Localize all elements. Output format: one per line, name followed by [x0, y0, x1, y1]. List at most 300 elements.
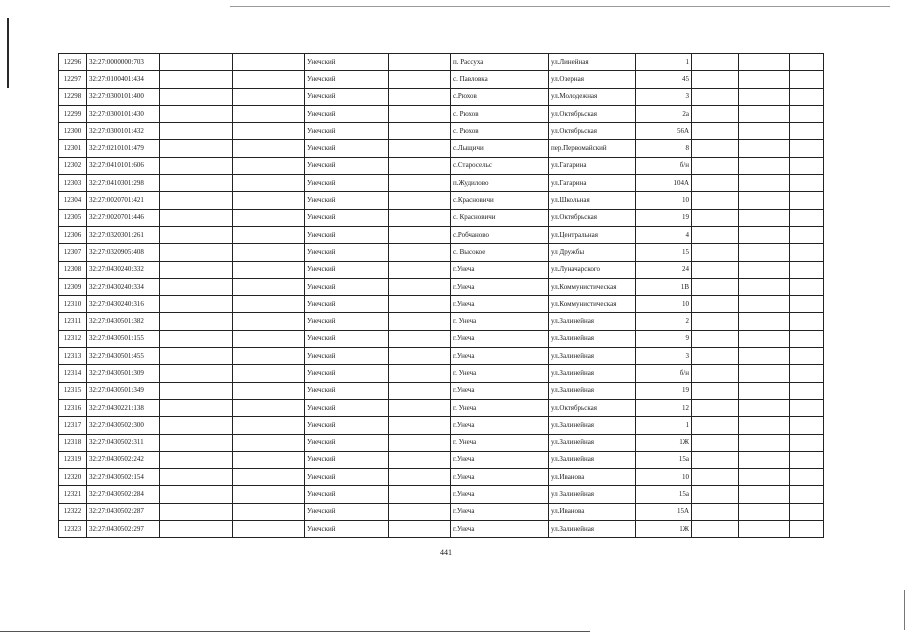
empty-cell [389, 123, 451, 140]
table-row [59, 88, 824, 105]
empty-cell [389, 296, 451, 313]
settlement-cell: г. Унеча [451, 399, 549, 416]
table-row [59, 486, 824, 503]
empty-cell [790, 88, 824, 105]
empty-cell [739, 417, 790, 434]
settlement-cell: с.Рюхов [451, 88, 549, 105]
empty-cell [739, 278, 790, 295]
cadastral-number-cell: 32:27:0430240:316 [87, 296, 160, 313]
row-number-cell: 12321 [59, 486, 87, 503]
empty-cell [790, 278, 824, 295]
street-cell: ул.Молодежная [549, 88, 636, 105]
empty-cell [692, 521, 739, 538]
settlement-cell: п. Рассуха [451, 54, 549, 71]
empty-cell [692, 434, 739, 451]
empty-cell [160, 88, 233, 105]
empty-cell [389, 486, 451, 503]
settlement-cell: с. Павловка [451, 71, 549, 88]
street-cell: ул.Школьная [549, 192, 636, 209]
empty-cell [233, 71, 305, 88]
house-number-cell: 10 [636, 469, 692, 486]
empty-cell [790, 486, 824, 503]
empty-cell [160, 157, 233, 174]
empty-cell [233, 399, 305, 416]
empty-cell [160, 140, 233, 157]
empty-cell [389, 175, 451, 192]
table-row [59, 451, 824, 468]
empty-cell [233, 313, 305, 330]
row-number-cell: 12312 [59, 330, 87, 347]
house-number-cell: 8 [636, 140, 692, 157]
empty-cell [692, 261, 739, 278]
empty-cell [790, 71, 824, 88]
empty-cell [233, 192, 305, 209]
empty-cell [233, 278, 305, 295]
house-number-cell: 15а [636, 451, 692, 468]
empty-cell [692, 123, 739, 140]
empty-cell [160, 192, 233, 209]
street-cell: ул.Иванова [549, 469, 636, 486]
empty-cell [790, 365, 824, 382]
empty-cell [692, 365, 739, 382]
empty-cell [739, 434, 790, 451]
empty-cell [790, 469, 824, 486]
district-cell: Унечский [305, 503, 389, 520]
empty-cell [160, 521, 233, 538]
street-cell: пер.Первомайский [549, 140, 636, 157]
empty-cell [160, 71, 233, 88]
district-cell: Унечский [305, 521, 389, 538]
empty-cell [692, 469, 739, 486]
empty-cell [790, 175, 824, 192]
street-cell: ул.Залинейная [549, 451, 636, 468]
empty-cell [389, 348, 451, 365]
table-row [59, 175, 824, 192]
table-row [59, 434, 824, 451]
settlement-cell: г. Унеча [451, 365, 549, 382]
empty-cell [389, 382, 451, 399]
house-number-cell: 3 [636, 88, 692, 105]
scan-edge-left [7, 18, 9, 88]
cadastral-number-cell: 32:27:0430240:332 [87, 261, 160, 278]
cadastral-number-cell: 32:27:0430501:455 [87, 348, 160, 365]
empty-cell [160, 382, 233, 399]
empty-cell [233, 296, 305, 313]
empty-cell [790, 123, 824, 140]
empty-cell [739, 209, 790, 226]
district-cell: Унечский [305, 434, 389, 451]
street-cell: ул.Центральная [549, 226, 636, 243]
house-number-cell: 4 [636, 226, 692, 243]
district-cell: Унечский [305, 105, 389, 122]
empty-cell [790, 296, 824, 313]
street-cell: ул.Коммунистическая [549, 296, 636, 313]
empty-cell [233, 469, 305, 486]
district-cell: Унечский [305, 313, 389, 330]
table-row [59, 365, 824, 382]
empty-cell [389, 451, 451, 468]
empty-cell [160, 486, 233, 503]
street-cell: ул.Гагарина [549, 157, 636, 174]
empty-cell [389, 434, 451, 451]
street-cell: ул.Залинейная [549, 417, 636, 434]
cadastral-number-cell: 32:27:0410101:606 [87, 157, 160, 174]
empty-cell [233, 54, 305, 71]
empty-cell [233, 175, 305, 192]
empty-cell [692, 503, 739, 520]
table-row [59, 244, 824, 261]
empty-cell [160, 330, 233, 347]
empty-cell [389, 88, 451, 105]
empty-cell [739, 313, 790, 330]
scan-edge-bottom [0, 631, 590, 632]
empty-cell [389, 140, 451, 157]
table-row [59, 226, 824, 243]
table-row [59, 417, 824, 434]
cadastral-number-cell: 32:27:0300101:400 [87, 88, 160, 105]
empty-cell [692, 417, 739, 434]
empty-cell [692, 175, 739, 192]
street-cell: ул.Залинейная [549, 365, 636, 382]
settlement-cell: г.Унеча [451, 469, 549, 486]
house-number-cell: 2а [636, 105, 692, 122]
empty-cell [389, 71, 451, 88]
table-row [59, 521, 824, 538]
empty-cell [790, 521, 824, 538]
street-cell: ул.Залинейная [549, 313, 636, 330]
empty-cell [389, 157, 451, 174]
empty-cell [790, 54, 824, 71]
cadastral-number-cell: 32:27:0300101:432 [87, 123, 160, 140]
empty-cell [160, 296, 233, 313]
street-cell: ул.Луначарского [549, 261, 636, 278]
registry-table [58, 53, 824, 538]
district-cell: Унечский [305, 261, 389, 278]
empty-cell [739, 54, 790, 71]
cadastral-number-cell: 32:27:0430501:349 [87, 382, 160, 399]
street-cell: ул Залинейная [549, 486, 636, 503]
empty-cell [389, 469, 451, 486]
empty-cell [160, 54, 233, 71]
empty-cell [739, 399, 790, 416]
empty-cell [739, 71, 790, 88]
district-cell: Унечский [305, 175, 389, 192]
table-row [59, 330, 824, 347]
empty-cell [739, 451, 790, 468]
empty-cell [692, 486, 739, 503]
house-number-cell: б/н [636, 365, 692, 382]
empty-cell [233, 123, 305, 140]
cadastral-number-cell: 32:27:0320905:408 [87, 244, 160, 261]
house-number-cell: 56А [636, 123, 692, 140]
house-number-cell: 1В [636, 278, 692, 295]
settlement-cell: г.Унеча [451, 486, 549, 503]
district-cell: Унечский [305, 296, 389, 313]
empty-cell [233, 209, 305, 226]
cadastral-number-cell: 32:27:0430501:155 [87, 330, 160, 347]
district-cell: Унечский [305, 226, 389, 243]
settlement-cell: г.Унеча [451, 451, 549, 468]
district-cell: Унечский [305, 192, 389, 209]
empty-cell [739, 226, 790, 243]
empty-cell [389, 226, 451, 243]
empty-cell [160, 226, 233, 243]
settlement-cell: с. Рюхов [451, 105, 549, 122]
district-cell: Унечский [305, 348, 389, 365]
row-number-cell: 12306 [59, 226, 87, 243]
district-cell: Унечский [305, 399, 389, 416]
empty-cell [389, 54, 451, 71]
cadastral-number-cell: 32:27:0020701:421 [87, 192, 160, 209]
table-row [59, 105, 824, 122]
empty-cell [233, 88, 305, 105]
house-number-cell: б/н [636, 157, 692, 174]
empty-cell [160, 434, 233, 451]
page-number: 441 [440, 548, 452, 557]
row-number-cell: 12304 [59, 192, 87, 209]
district-cell: Унечский [305, 71, 389, 88]
empty-cell [389, 278, 451, 295]
table-row [59, 278, 824, 295]
empty-cell [739, 261, 790, 278]
settlement-cell: г.Унеча [451, 348, 549, 365]
settlement-cell: с.Старосельс [451, 157, 549, 174]
empty-cell [233, 105, 305, 122]
table-row [59, 469, 824, 486]
cadastral-number-cell: 32:27:0000000:703 [87, 54, 160, 71]
settlement-cell: г.Унеча [451, 278, 549, 295]
empty-cell [389, 399, 451, 416]
row-number-cell: 12301 [59, 140, 87, 157]
empty-cell [233, 244, 305, 261]
empty-cell [790, 330, 824, 347]
empty-cell [160, 399, 233, 416]
empty-cell [233, 434, 305, 451]
street-cell: ул Дружбы [549, 244, 636, 261]
empty-cell [389, 417, 451, 434]
table-row [59, 503, 824, 520]
empty-cell [790, 209, 824, 226]
house-number-cell: 104А [636, 175, 692, 192]
empty-cell [692, 226, 739, 243]
table-row [59, 71, 824, 88]
empty-cell [233, 261, 305, 278]
empty-cell [739, 486, 790, 503]
empty-cell [160, 417, 233, 434]
row-number-cell: 12313 [59, 348, 87, 365]
district-cell: Унечский [305, 140, 389, 157]
cadastral-number-cell: 32:27:0410301:298 [87, 175, 160, 192]
empty-cell [739, 157, 790, 174]
empty-cell [790, 348, 824, 365]
empty-cell [160, 123, 233, 140]
settlement-cell: г. Унеча [451, 434, 549, 451]
cadastral-number-cell: 32:27:0430502:311 [87, 434, 160, 451]
empty-cell [233, 140, 305, 157]
empty-cell [233, 451, 305, 468]
empty-cell [692, 313, 739, 330]
house-number-cell: 9 [636, 330, 692, 347]
table-row [59, 192, 824, 209]
empty-cell [233, 157, 305, 174]
cadastral-number-cell: 32:27:0430502:300 [87, 417, 160, 434]
row-number-cell: 12311 [59, 313, 87, 330]
empty-cell [790, 105, 824, 122]
house-number-cell: 1Ж [636, 521, 692, 538]
house-number-cell: 1Ж [636, 434, 692, 451]
empty-cell [739, 175, 790, 192]
district-cell: Унечский [305, 244, 389, 261]
empty-cell [233, 348, 305, 365]
settlement-cell: с. Высокое [451, 244, 549, 261]
house-number-cell: 10 [636, 192, 692, 209]
empty-cell [739, 365, 790, 382]
empty-cell [389, 261, 451, 278]
settlement-cell: с. Красновичи [451, 209, 549, 226]
settlement-cell: г.Унеча [451, 503, 549, 520]
row-number-cell: 12318 [59, 434, 87, 451]
settlement-cell: с.Красновичи [451, 192, 549, 209]
empty-cell [389, 521, 451, 538]
row-number-cell: 12317 [59, 417, 87, 434]
cadastral-number-cell: 32:27:0020701:446 [87, 209, 160, 226]
street-cell: ул.Октябрьская [549, 123, 636, 140]
row-number-cell: 12314 [59, 365, 87, 382]
empty-cell [160, 244, 233, 261]
empty-cell [790, 261, 824, 278]
street-cell: ул.Залинейная [549, 521, 636, 538]
table-row [59, 54, 824, 71]
street-cell: ул.Октябрьская [549, 399, 636, 416]
row-number-cell: 12303 [59, 175, 87, 192]
empty-cell [160, 278, 233, 295]
table-row [59, 140, 824, 157]
empty-cell [739, 123, 790, 140]
empty-cell [739, 348, 790, 365]
row-number-cell: 12308 [59, 261, 87, 278]
settlement-cell: с.Робчаново [451, 226, 549, 243]
empty-cell [233, 503, 305, 520]
row-number-cell: 12302 [59, 157, 87, 174]
empty-cell [790, 382, 824, 399]
settlement-cell: г. Унеча [451, 313, 549, 330]
empty-cell [692, 105, 739, 122]
house-number-cell: 3 [636, 348, 692, 365]
settlement-cell: г.Унеча [451, 382, 549, 399]
street-cell: ул.Озерная [549, 71, 636, 88]
house-number-cell: 45 [636, 71, 692, 88]
table-row [59, 261, 824, 278]
empty-cell [739, 382, 790, 399]
house-number-cell: 24 [636, 261, 692, 278]
table-row [59, 209, 824, 226]
registry-body [59, 54, 824, 538]
empty-cell [233, 330, 305, 347]
settlement-cell: г.Унеча [451, 261, 549, 278]
empty-cell [233, 382, 305, 399]
empty-cell [160, 469, 233, 486]
district-cell: Унечский [305, 417, 389, 434]
empty-cell [692, 244, 739, 261]
empty-cell [739, 244, 790, 261]
empty-cell [389, 365, 451, 382]
row-number-cell: 12305 [59, 209, 87, 226]
cadastral-number-cell: 32:27:0100401:434 [87, 71, 160, 88]
cadastral-number-cell: 32:27:0300101:430 [87, 105, 160, 122]
empty-cell [160, 175, 233, 192]
row-number-cell: 12299 [59, 105, 87, 122]
district-cell: Унечский [305, 451, 389, 468]
street-cell: ул.Линейная [549, 54, 636, 71]
row-number-cell: 12322 [59, 503, 87, 520]
row-number-cell: 12310 [59, 296, 87, 313]
empty-cell [692, 71, 739, 88]
row-number-cell: 12320 [59, 469, 87, 486]
street-cell: ул.Иванова [549, 503, 636, 520]
district-cell: Унечский [305, 157, 389, 174]
house-number-cell: 1 [636, 417, 692, 434]
house-number-cell: 19 [636, 382, 692, 399]
settlement-cell: г.Унеча [451, 417, 549, 434]
scan-edge-top [230, 6, 890, 7]
empty-cell [790, 451, 824, 468]
empty-cell [389, 503, 451, 520]
empty-cell [389, 330, 451, 347]
street-cell: ул.Залинейная [549, 434, 636, 451]
empty-cell [739, 140, 790, 157]
cadastral-number-cell: 32:27:0210101:479 [87, 140, 160, 157]
empty-cell [160, 451, 233, 468]
empty-cell [739, 330, 790, 347]
district-cell: Унечский [305, 330, 389, 347]
settlement-cell: п.Жудилово [451, 175, 549, 192]
street-cell: ул.Коммунистическая [549, 278, 636, 295]
empty-cell [389, 209, 451, 226]
empty-cell [692, 209, 739, 226]
empty-cell [739, 521, 790, 538]
empty-cell [739, 469, 790, 486]
empty-cell [160, 209, 233, 226]
empty-cell [692, 330, 739, 347]
settlement-cell: с. Рюхов [451, 123, 549, 140]
empty-cell [389, 105, 451, 122]
empty-cell [739, 105, 790, 122]
table-row [59, 399, 824, 416]
empty-cell [692, 54, 739, 71]
street-cell: ул.Залинейная [549, 348, 636, 365]
empty-cell [692, 278, 739, 295]
row-number-cell: 12316 [59, 399, 87, 416]
empty-cell [692, 399, 739, 416]
empty-cell [739, 88, 790, 105]
settlement-cell: г.Унеча [451, 521, 549, 538]
district-cell: Унечский [305, 365, 389, 382]
empty-cell [233, 226, 305, 243]
empty-cell [790, 503, 824, 520]
house-number-cell: 2 [636, 313, 692, 330]
row-number-cell: 12315 [59, 382, 87, 399]
district-cell: Унечский [305, 88, 389, 105]
settlement-cell: г.Унеча [451, 296, 549, 313]
row-number-cell: 12300 [59, 123, 87, 140]
empty-cell [233, 521, 305, 538]
table-row [59, 382, 824, 399]
empty-cell [233, 486, 305, 503]
house-number-cell: 1 [636, 54, 692, 71]
empty-cell [692, 296, 739, 313]
row-number-cell: 12309 [59, 278, 87, 295]
cadastral-number-cell: 32:27:0430501:309 [87, 365, 160, 382]
